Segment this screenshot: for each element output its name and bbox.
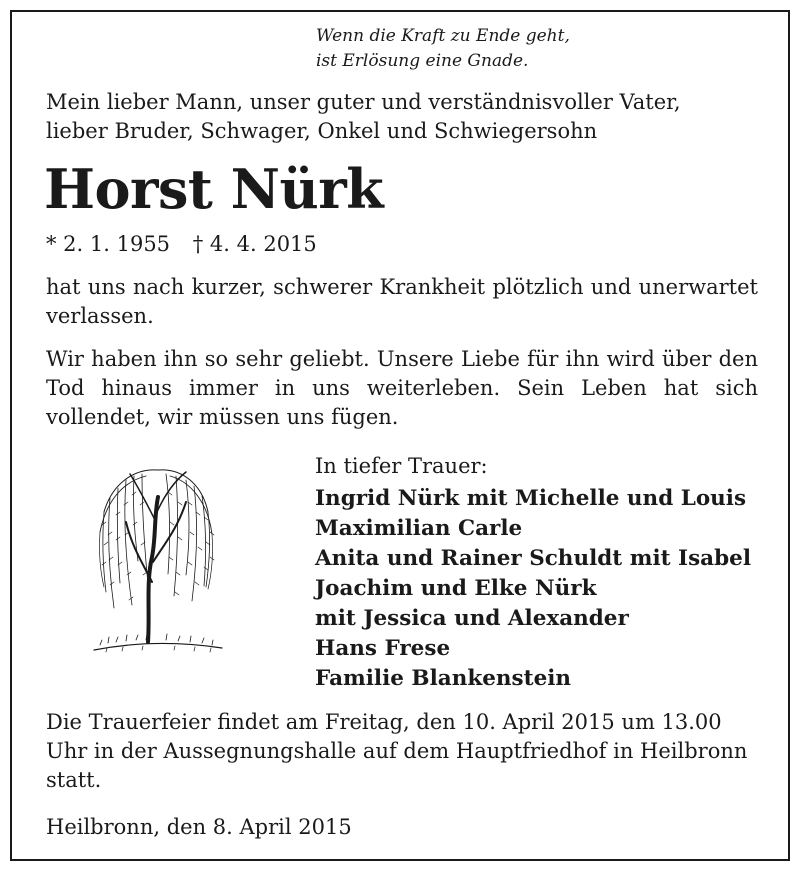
announcement-paragraph: hat uns nach kurzer, schwerer Krankheit plötzlich und unerwartet verlassen. xyxy=(46,275,758,328)
mourning-label: In tiefer Trauer: xyxy=(315,454,488,478)
motto-line-1: Wenn die Kraft zu Ende geht, xyxy=(316,26,570,46)
motto-line-2: ist Erlösung eine Gnade. xyxy=(316,51,529,71)
death-date: † 4. 4. 2015 xyxy=(192,232,317,256)
mourner-entry: Maximilian Carle xyxy=(315,516,523,541)
intro-line-2: lieber Bruder, Schwager, Onkel und Schwiegersohn xyxy=(46,119,598,143)
motto-quote xyxy=(316,24,570,74)
mourner-entry: mit Jessica und Alexander xyxy=(315,606,629,631)
intro-text xyxy=(46,88,766,146)
mourner-entry: Familie Blankenstein xyxy=(315,666,572,691)
funeral-info: Die Trauerfeier findet am Freitag, den 10. April 2015 um 13.00 Uhr in der Aussegnungshalle auf dem Hauptfriedhof in Heilbronn statt. xyxy=(46,710,748,792)
life-dates xyxy=(46,230,333,259)
place-and-date: Heilbronn, den 8. April 2015 xyxy=(46,815,352,839)
mourner-entry: Hans Frese xyxy=(315,636,451,661)
weeping-willow-illustration xyxy=(86,462,226,662)
mourner-entry: Anita und Rainer Schuldt mit Isabel xyxy=(315,546,751,571)
deceased-name: Horst Nürk xyxy=(44,157,384,221)
mourners-list xyxy=(315,484,751,694)
mourner-entry: Joachim und Elke Nürk xyxy=(315,576,597,601)
mourner-entry: Ingrid Nürk mit Michelle und Louis xyxy=(315,486,747,511)
birth-date: * 2. 1. 1955 xyxy=(46,232,171,256)
tribute-paragraph: Wir haben ihn so sehr geliebt. Unsere Liebe für ihn wird über den Tod hinaus immer in uns weiterleben. Sein Leben hat sich vollendet, wir müssen uns fügen. xyxy=(46,347,758,429)
intro-line-1: Mein lieber Mann, unser guter und verständnisvoller Vater, xyxy=(46,90,681,114)
